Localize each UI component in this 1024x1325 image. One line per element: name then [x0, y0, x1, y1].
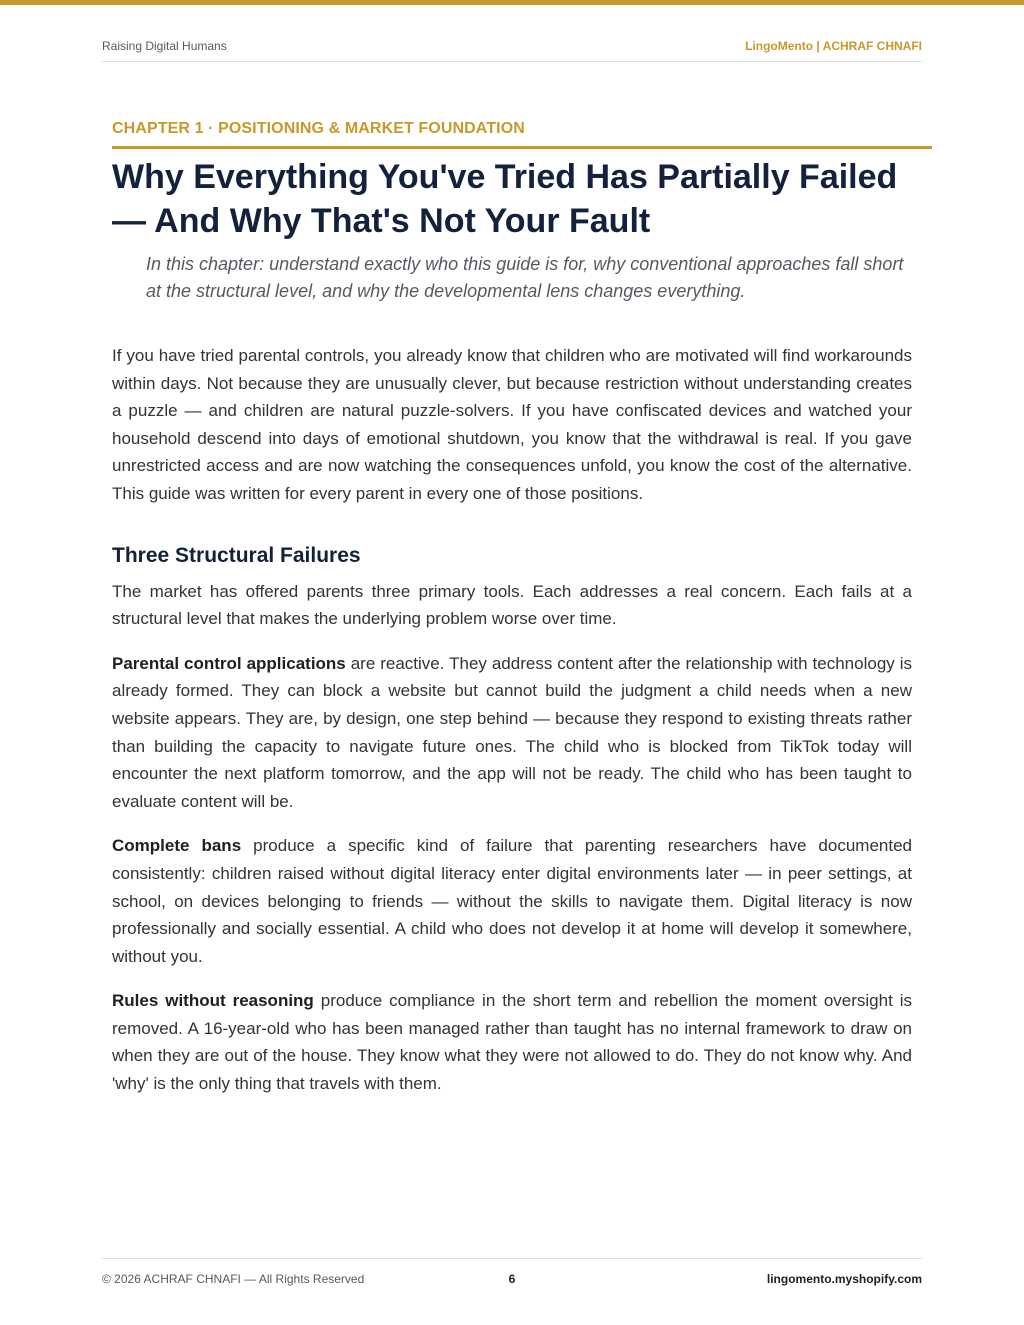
chapter-title: Why Everything You've Tried Has Partially Failed — And Why That's Not Your Fault: [112, 158, 898, 240]
failure-text: produce a specific kind of failure that parenting researchers have documented consistently: children raised without digital literacy enter digital environments later — in peer settings, at school, on devices belonging to friends — without the skills to navigate them. Digital literacy is now professionally and socially essential. A child who does not develop it at home will develop it somewhere, without you.: [112, 836, 912, 966]
intro-paragraph: If you have tried parental controls, you already know that children who are motivated will find workarounds within days. Not because they are unusually clever, but because restriction without understanding creates a puzzle — and children are natural puzzle-solvers. If you have confiscated devices and watched your household descend into days of emotional shutdown, you know that the withdrawal is real. If you gave unrestricted access and are now watching the consequences unfold, you know the cost of the alternative. This guide was written for every parent in every one of those positions.: [112, 346, 912, 503]
chapter-label: CHAPTER 1 · POSITIONING & MARKET FOUNDATION: [112, 120, 525, 137]
chapter-body: [112, 342, 912, 1098]
footer-website: lingomento.myshopify.com: [766, 1272, 922, 1286]
chapter-divider: [112, 146, 932, 149]
chapter-subtitle: In this chapter: understand exactly who this guide is for, why conventional approaches fall short at the structural level, and why the developmental lens changes everything.: [146, 254, 904, 301]
failure-text: produce compliance in the short term and rebellion the moment oversight is removed. A 16-year-old who has been managed rather than taught has no internal framework to draw on when they are out of the house. They know what they were not allowed to do. They do not know why. And 'why' is the only thing that travels with them.: [112, 991, 913, 1094]
page-number: 6: [508, 1272, 516, 1286]
header-book-title: Raising Digital Humans: [102, 39, 227, 53]
failure-lead: Complete bans: [112, 836, 242, 856]
failure-lead: Rules without reasoning: [112, 991, 314, 1011]
failure-paragraph-rules-without-reasoning: [112, 987, 912, 1097]
failure-paragraph-parental-controls: [112, 650, 912, 816]
section-heading: Three Structural Failures: [112, 543, 361, 567]
failure-text: are reactive. They address content after the relationship with technology is already formed. They can block a website but cannot build the judgment a child needs when a new website appears. They are, by design, one step behind — because they respond to existing threats rather than building the capacity to navigate future ones. The child who is blocked from TikTok today will encounter the next platform tomorrow, and the app will not be ready. The child who has been taught to evaluate content will be.: [112, 653, 912, 811]
failure-lead: Parental control applications: [112, 653, 346, 673]
failure-paragraph-complete-bans: [112, 832, 912, 970]
section-intro-paragraph: The market has offered parents three primary tools. Each addresses a real concern. Each fails at a structural level that makes the underlying problem worse over time.: [112, 581, 912, 629]
page-header: [102, 39, 922, 62]
page-footer: [102, 1258, 922, 1289]
top-accent-bar: [0, 0, 1024, 5]
header-brand: LingoMento | ACHRAF CHNAFI: [745, 39, 922, 53]
footer-copyright: © 2026 ACHRAF CHNAFI — All Rights Reserved: [102, 1272, 365, 1286]
